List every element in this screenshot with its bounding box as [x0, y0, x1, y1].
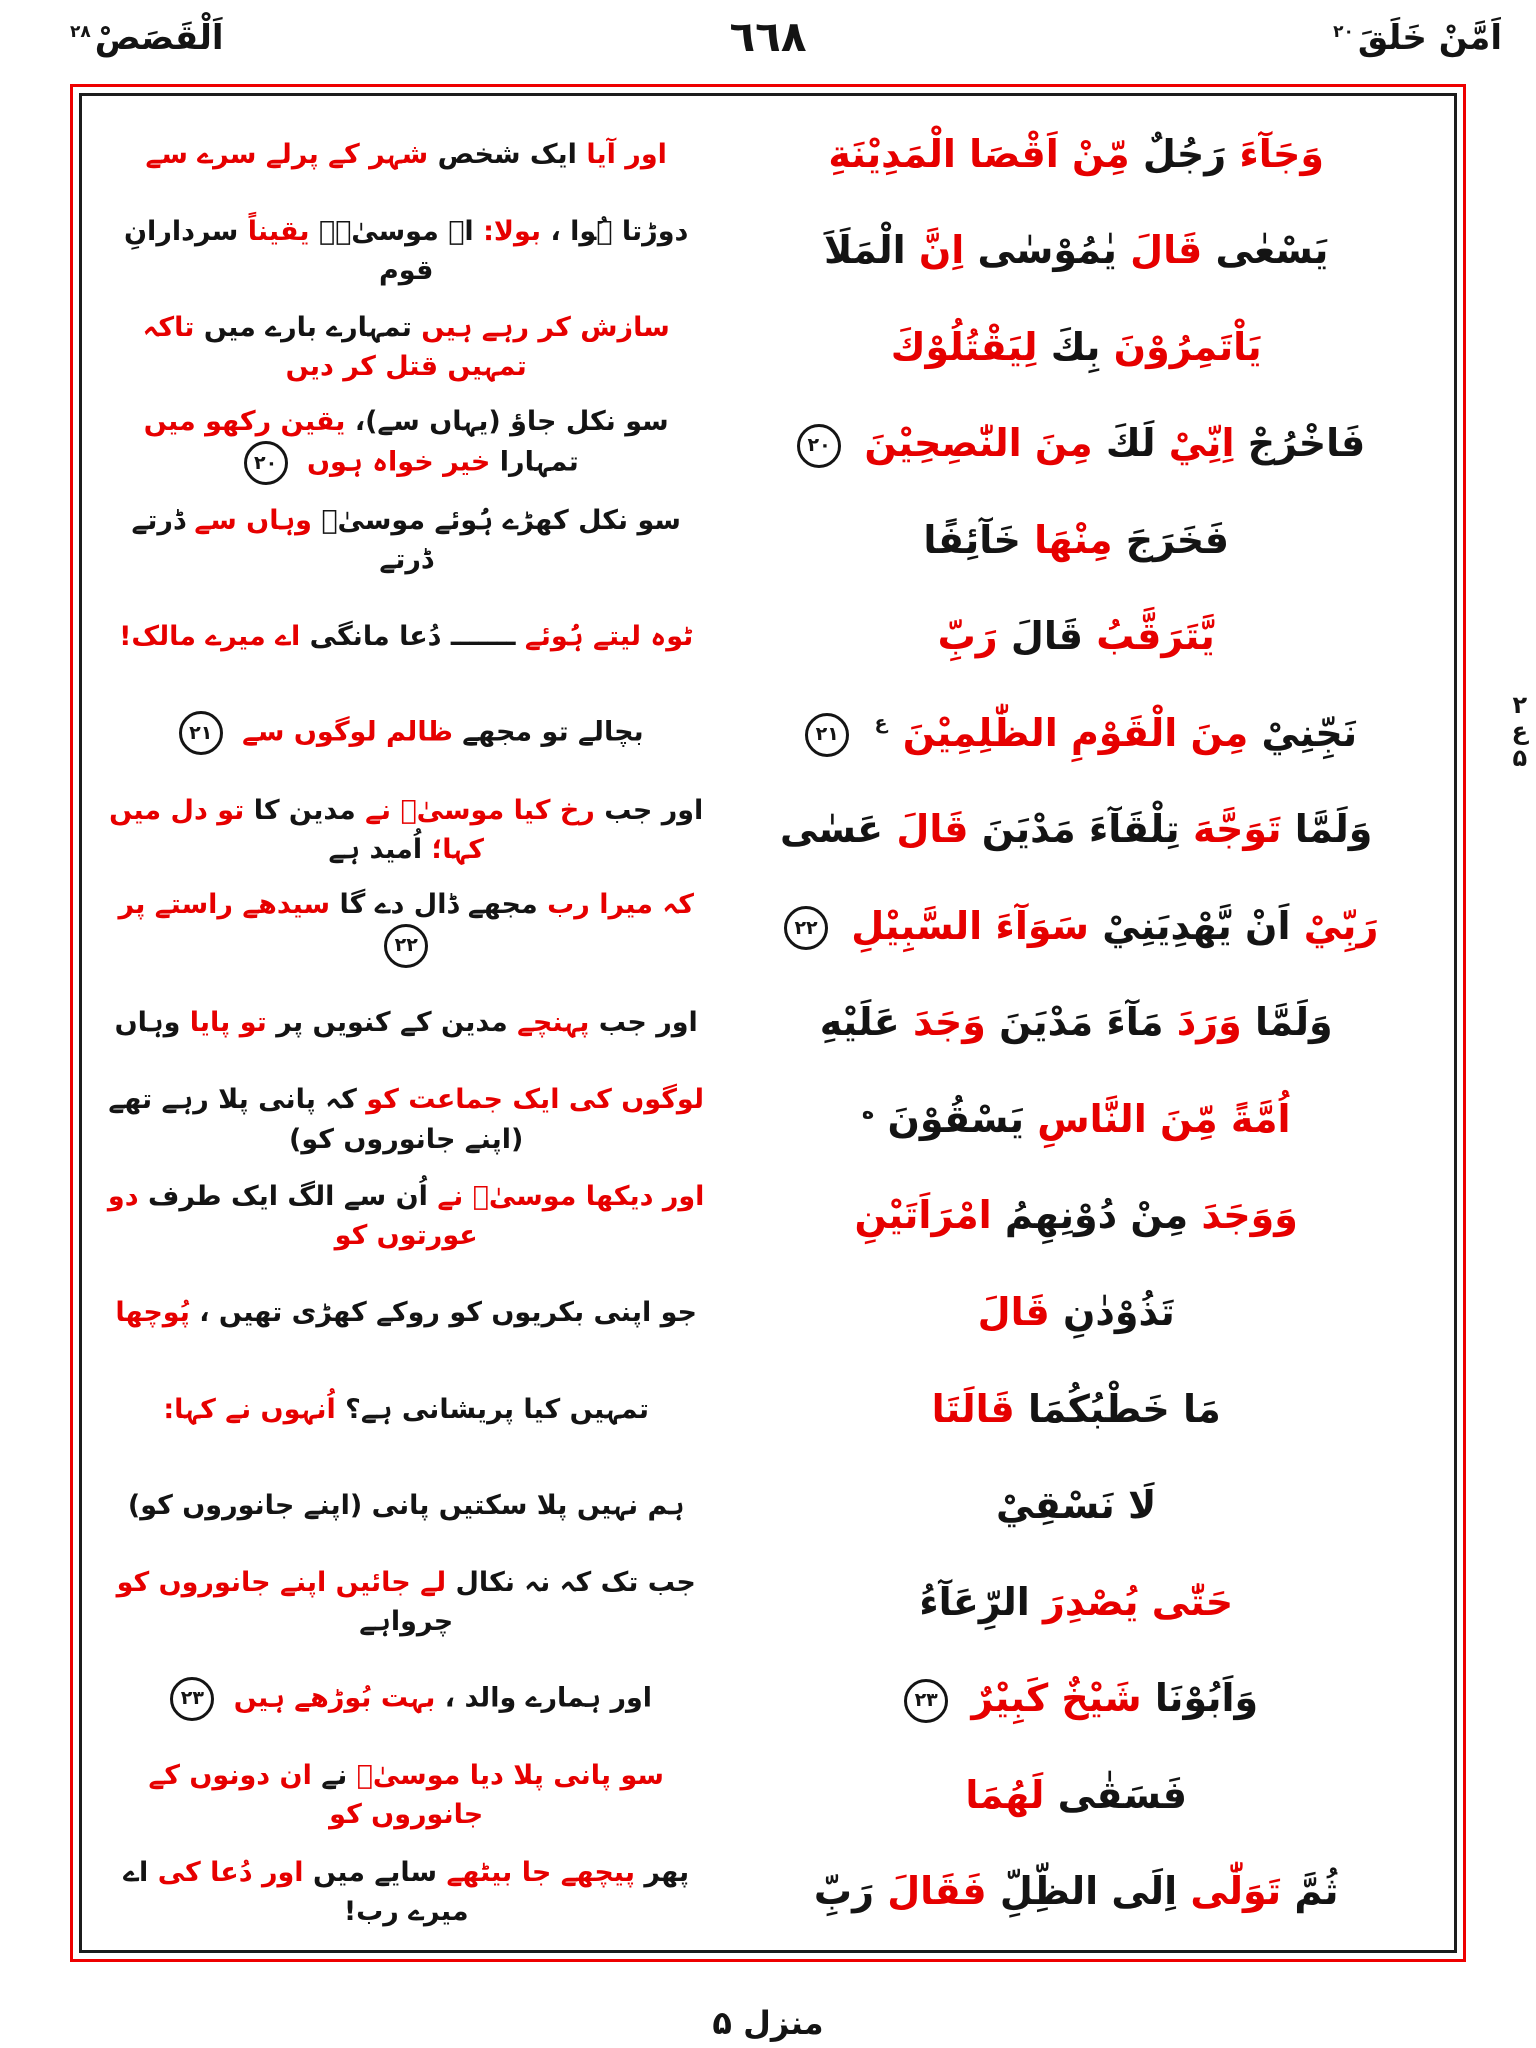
text-segment: اور ہمارے والد ، — [444, 1682, 653, 1714]
ayah-number-badge: ۲۲ — [384, 924, 428, 968]
text-segment: تَوَجَّهَ — [1192, 807, 1282, 852]
urdu-translation-line — [98, 1080, 714, 1158]
text-segment: اے میرے رب! — [123, 1856, 469, 1927]
ayah-number-badge: ۲۳ — [170, 1677, 214, 1721]
text-segment: رَبِّيْ — [1303, 903, 1379, 948]
text-segment: الرِّعَآءُ — [919, 1579, 1030, 1624]
verse-row — [98, 975, 1438, 1072]
text-segment: یقیناً — [247, 215, 310, 247]
text-segment: مدین کے کنویں پر — [276, 1007, 508, 1039]
text-segment: دوڑتا ہُوا ، — [550, 215, 689, 247]
urdu-translation-line — [98, 885, 714, 968]
text-segment: پھر — [644, 1856, 690, 1888]
arabic-verse-line — [714, 611, 1438, 662]
text-segment: وَلَمَّا — [1255, 1000, 1333, 1045]
text-segment: جو اپنی بکریوں کو روکے کھڑی تھیں ، — [199, 1297, 698, 1329]
surah-number-superscript: ۲۸ — [70, 21, 91, 42]
text-segment: بچالے تو مجھے — [462, 716, 644, 748]
text-segment: تاکہ تمہیں قتل کر دیں — [142, 312, 527, 383]
text-segment: مَآءَ مَدْيَنَ — [999, 1000, 1164, 1045]
verse-row — [98, 782, 1438, 879]
text-segment: تمہیں کیا پریشانی ہے؟ — [345, 1393, 650, 1425]
text-segment: مِنَ النّٰصِحِيْنَ — [864, 421, 1093, 466]
urdu-translation-line — [98, 1756, 714, 1834]
text-segment: مِّنْ اَقْصَا الْمَدِيْنَةِ — [828, 131, 1130, 176]
ayah-number-badge: ۲۱ — [179, 711, 223, 755]
verse-row — [98, 878, 1438, 975]
text-segment: لے جائیں اپنے جانوروں کو — [116, 1567, 447, 1599]
text-segment: مَا خَطْبُكُمَا — [1028, 1386, 1221, 1431]
text-segment: اور جب — [598, 1007, 698, 1039]
ruku-margin-marker — [1512, 692, 1528, 771]
juz-name-header — [1329, 18, 1502, 58]
text-segment: تَذُوْدٰنِ — [1062, 1289, 1175, 1334]
text-segment: اِنِّيْ — [1168, 421, 1235, 466]
text-segment: يَّتَرَقَّبُ — [1096, 614, 1215, 659]
verse-row — [98, 492, 1438, 589]
arabic-verse-line — [714, 1480, 1438, 1531]
text-segment: جب تک کہ نہ نکال — [455, 1567, 696, 1599]
text-segment: يَاْتَمِرُوْنَ — [1113, 324, 1262, 369]
text-segment: يٰمُوْسٰى — [977, 228, 1117, 273]
urdu-translation-line — [98, 1677, 714, 1721]
text-segment: پہنچے — [517, 1007, 590, 1039]
text-segment: قَالَ — [1130, 228, 1203, 273]
arabic-verse-line — [714, 1094, 1438, 1145]
urdu-translation-line — [98, 308, 714, 386]
text-segment: يَسْعٰى — [1215, 228, 1329, 273]
text-segment: ـــــــ دُعا مانگی — [309, 621, 516, 653]
arabic-verse-line — [714, 1384, 1438, 1435]
text-segment: اور دیکھا موسیٰؑ نے — [437, 1180, 705, 1212]
text-segment: قَالَتَا — [931, 1386, 1015, 1431]
text-segment: فَسَقٰى — [1057, 1772, 1188, 1817]
arabic-verse-line — [714, 804, 1438, 855]
text-segment: وَرَدَ — [1176, 1000, 1242, 1045]
ayah-number-badge: ۲۱ — [805, 713, 849, 757]
arabic-verse-line — [714, 901, 1438, 952]
text-segment: تو دل میں کہا؛ — [109, 794, 484, 865]
text-segment: سو نکل کھڑے ہُوئے موسیٰؑ — [321, 505, 681, 537]
verse-row — [98, 203, 1438, 300]
text-segment: سَوَآءَ السَّبِيْلِ — [851, 903, 1090, 948]
surah-name-label: اَلْقَصَصْ — [94, 18, 224, 58]
text-segment: اُمید ہے — [328, 833, 423, 865]
page-number: ٦٦٨ — [729, 12, 807, 61]
text-segment: تمہارا — [499, 446, 579, 478]
text-segment: يَسْقُوْنَ — [887, 1096, 1024, 1141]
text-segment: تِلْقَآءَ مَدْيَنَ — [981, 807, 1180, 852]
urdu-translation-line — [98, 402, 714, 485]
text-segment: ٹوہ لیتے ہُوئے — [524, 621, 694, 653]
text-segment: رخ کیا موسیٰؑ نے — [365, 794, 595, 826]
urdu-translation-line — [98, 791, 714, 869]
verse-row — [98, 1457, 1438, 1554]
text-segment: لَهُمَا — [965, 1772, 1045, 1817]
text-segment: سایے میں — [312, 1856, 438, 1888]
verse-row — [98, 1747, 1438, 1844]
text-segment: قَالَ — [896, 807, 969, 852]
text-segment: اُنہوں نے کہا: — [163, 1393, 336, 1425]
ayah-number-badge: ۲۰ — [244, 441, 288, 485]
arabic-verse-line — [714, 1866, 1438, 1917]
text-segment: چرواہے — [359, 1606, 454, 1638]
text-segment: رَجُلٌ — [1142, 131, 1227, 176]
ain-symbol: ع — [1511, 717, 1528, 746]
urdu-translation-line — [98, 212, 714, 290]
text-segment: پیچھے جا بیٹھے — [446, 1856, 635, 1888]
urdu-translation-line — [98, 1003, 714, 1042]
arabic-verse-line — [714, 1287, 1438, 1338]
text-segment: اِنَّ — [918, 228, 965, 273]
ayah-number-badge: ۲۰ — [797, 424, 841, 468]
text-segment: ظالم لوگوں سے — [242, 716, 453, 748]
text-segment: ایک شخص — [437, 138, 577, 170]
urdu-translation-line — [98, 1563, 714, 1641]
text-segment: ه — [861, 1099, 875, 1124]
arabic-verse-line — [714, 1577, 1438, 1628]
text-segment: بہت بُوڑھے ہیں — [233, 1682, 436, 1714]
text-segment: کہ میرا رب — [547, 888, 694, 920]
verse-row — [98, 1844, 1438, 1941]
urdu-translation-line — [98, 501, 714, 579]
arabic-verse-line — [714, 1673, 1438, 1724]
text-segment: وہاں — [114, 1007, 181, 1039]
text-segment: امْرَاَتَيْنِ — [854, 1193, 992, 1238]
arabic-verse-line — [714, 1190, 1438, 1241]
urdu-translation-line — [98, 1853, 714, 1931]
text-segment: بِكَ — [1050, 324, 1101, 369]
text-segment: سو نکل جاؤ (یہاں سے)، — [354, 406, 669, 438]
text-segment: وَجَدَ — [912, 1000, 986, 1045]
text-segment: حَتّٰى يُصْدِرَ — [1043, 1579, 1234, 1624]
verse-row — [98, 685, 1438, 782]
text-segment: وَلَمَّا — [1294, 807, 1373, 852]
arabic-verse-line — [714, 997, 1438, 1048]
verse-rows-container — [79, 93, 1457, 1953]
text-segment: تمہارے بارے میں — [203, 312, 412, 344]
text-segment: ان دونوں کے جانوروں کو — [148, 1760, 484, 1831]
text-segment: نَجِّنِيْ — [1261, 710, 1358, 755]
text-segment: سازش کر رہے ہیں — [421, 312, 670, 344]
text-segment: فَقَالَ — [887, 1869, 987, 1914]
ruku-ain-symbol: ع — [874, 711, 888, 734]
text-segment: مدین کا — [253, 794, 356, 826]
text-segment: سیدھے راستے پر — [118, 888, 331, 920]
verse-row — [98, 1554, 1438, 1651]
text-segment: اور آیا — [586, 138, 667, 170]
text-segment: رَبِّ — [937, 614, 998, 659]
ayah-number-badge: ۲۲ — [784, 906, 828, 950]
text-segment: ہم نہیں پلا سکتیں پانی (اپنے جانوروں کو) — [127, 1490, 685, 1522]
text-segment: ثُمَّ — [1294, 1869, 1339, 1914]
text-segment: عَسٰى — [780, 807, 884, 852]
arabic-verse-line — [714, 515, 1438, 566]
text-segment: دو عورتوں کو — [107, 1180, 478, 1252]
arabic-verse-line — [714, 225, 1438, 276]
text-segment: اے موسیٰؑ۔ — [318, 215, 474, 247]
text-segment: شَيْخٌ كَبِيْرٌ — [971, 1676, 1142, 1721]
juz-number-superscript: ۲۰ — [1333, 21, 1354, 42]
urdu-translation-line — [98, 617, 714, 656]
text-segment: نے — [321, 1760, 348, 1792]
urdu-translation-line — [98, 1293, 714, 1332]
arabic-verse-line — [714, 1770, 1438, 1821]
verse-row — [98, 299, 1438, 396]
text-segment: سردارانِ قوم — [124, 215, 434, 286]
text-segment: لِيَقْتُلُوْكَ — [890, 324, 1038, 369]
text-segment: تو پایا — [189, 1007, 267, 1039]
text-segment: فَخَرَجَ — [1125, 517, 1230, 562]
text-segment: شہر کے پرلے سرے سے — [145, 138, 429, 170]
ruku-count-top: ۲ — [1512, 691, 1528, 719]
text-segment: مِنْهَا — [1034, 517, 1113, 562]
arabic-verse-line — [714, 708, 1438, 759]
verse-row — [98, 106, 1438, 203]
urdu-translation-line — [98, 1390, 714, 1429]
text-segment: یقین رکھو میں — [143, 406, 346, 438]
text-segment: کہ پانی پلا رہے تھے (اپنے جانوروں کو) — [108, 1084, 524, 1155]
text-segment: لَكَ — [1105, 421, 1156, 466]
text-segment: لوگوں کی ایک جماعت کو — [366, 1084, 705, 1116]
text-segment: فَاخْرُجْ — [1247, 421, 1366, 466]
verse-row — [98, 589, 1438, 686]
text-segment: اُن سے الگ ایک طرف — [147, 1180, 428, 1212]
text-segment: مجھے ڈال دے گا — [339, 888, 538, 920]
arabic-verse-line — [714, 129, 1438, 180]
manzil-footer: منزل ۵ — [712, 2004, 824, 2042]
text-segment: اُمَّةً مِّنَ النَّاسِ — [1037, 1096, 1291, 1141]
text-segment: تَوَلّٰى — [1190, 1869, 1282, 1914]
text-segment: وَجَآءَ — [1239, 131, 1325, 176]
urdu-translation-line — [98, 135, 714, 174]
text-segment: وَوَجَدَ — [1201, 1193, 1298, 1238]
text-segment: قَالَ — [1010, 614, 1084, 659]
urdu-translation-line — [98, 1486, 714, 1525]
text-segment: رَبِّ — [813, 1869, 874, 1914]
text-segment: مِنَ الْقَوْمِ الظّٰلِمِيْنَ — [902, 710, 1249, 755]
text-segment: خَآئِفًا — [923, 517, 1021, 562]
text-segment: سو پانی پلا دیا موسیٰؑ — [356, 1760, 664, 1792]
text-segment: پُوچھا — [115, 1297, 190, 1329]
text-segment: مِنْ دُوْنِهِمُ — [1004, 1193, 1189, 1238]
arabic-verse-line — [714, 418, 1438, 469]
verse-row — [98, 396, 1438, 493]
ayah-number-badge: ۲۳ — [904, 1679, 948, 1723]
text-segment: اے میرے مالک! — [119, 621, 301, 653]
ruku-count-bottom: ۵ — [1512, 743, 1528, 772]
verse-row — [98, 1071, 1438, 1168]
text-segment: اور دُعا کی — [157, 1856, 304, 1888]
text-segment: قَالَ — [977, 1289, 1050, 1334]
arabic-verse-line — [714, 322, 1438, 373]
verse-row — [98, 1651, 1438, 1748]
urdu-translation-line — [98, 711, 714, 755]
verse-row — [98, 1168, 1438, 1265]
text-segment: الْمَلَاَ — [823, 228, 906, 273]
urdu-translation-line — [98, 1177, 714, 1255]
text-segment: لَا نَسْقِيْ — [996, 1483, 1157, 1528]
text-segment: اِلَى الظِّلِّ — [999, 1869, 1178, 1914]
text-segment: وَاَبُوْنَا — [1154, 1676, 1259, 1721]
text-segment: اور جب — [604, 794, 704, 826]
juz-name-label: اَمَّنْ خَلَقَ — [1357, 18, 1502, 58]
verse-row — [98, 1264, 1438, 1361]
text-segment: عَلَيْهِ — [819, 1000, 900, 1045]
text-segment: بولا: — [483, 215, 542, 247]
text-segment: اَنْ يَّهْدِيَنِيْ — [1102, 903, 1291, 948]
text-segment: خیر خواہ ہوں — [307, 446, 491, 478]
verse-row — [98, 1361, 1438, 1458]
page-border-frame — [70, 84, 1466, 1962]
text-segment: ڈرتے ڈرتے — [131, 505, 433, 576]
text-segment: وہاں سے — [194, 505, 312, 537]
